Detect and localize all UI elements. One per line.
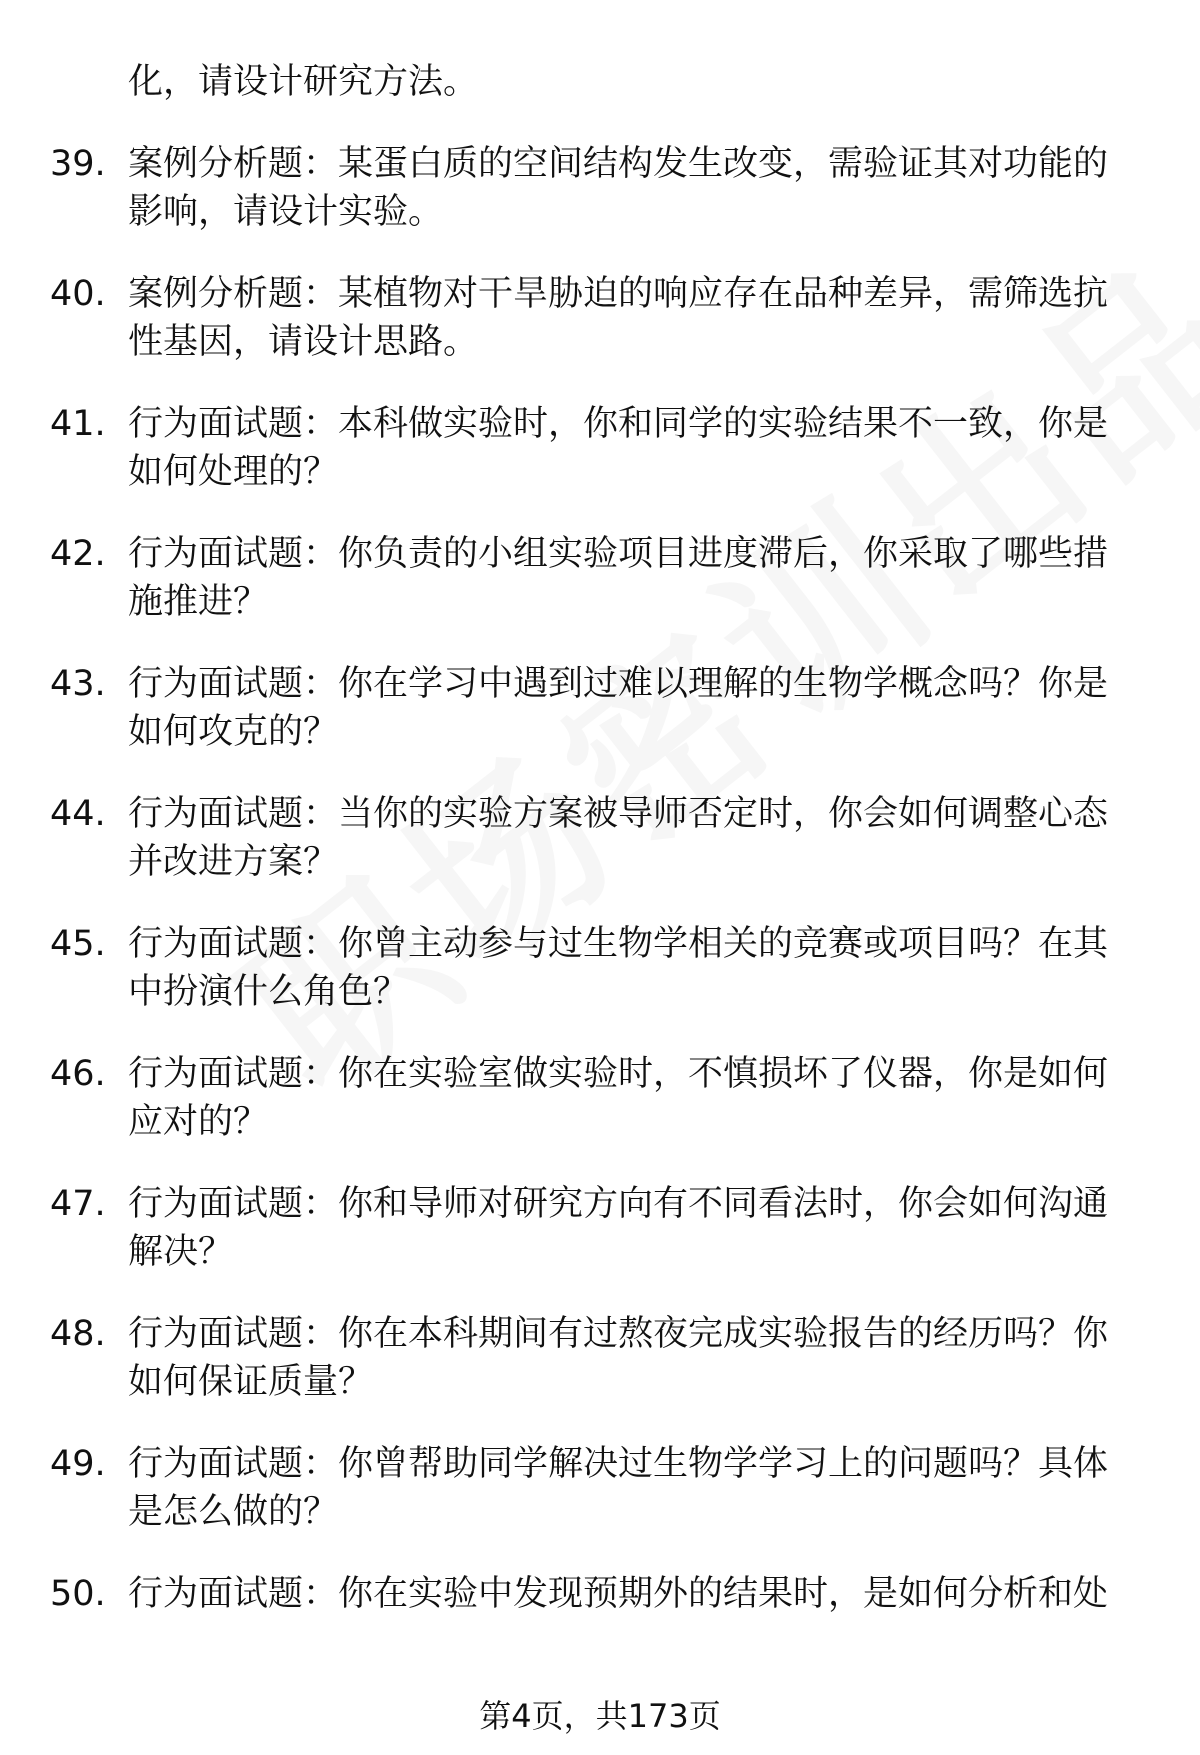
question-number: 48. [50,1314,106,1354]
question-item-42 [0,530,1138,626]
question-item-46 [0,1050,1138,1146]
question-text-line2: 中扮演什么角色？ [128,972,409,1012]
question-text-line1: 行为面试题：你在实验中发现预期外的结果时，是如何分析和处 [128,1574,1109,1614]
question-text-line1: 行为面试题：你在实验室做实验时，不慎损坏了仪器，你是如何 [128,1054,1109,1094]
question-number: 43. [50,664,106,704]
question-item-41 [0,400,1138,496]
question-text-line1: 行为面试题：当你的实验方案被导师否定时，你会如何调整心态 [128,794,1109,834]
question-number: 42. [50,534,106,574]
question-number: 45. [50,924,106,964]
question-number: 49. [50,1444,106,1484]
question-item-47 [0,1180,1138,1276]
question-number: 39. [50,144,106,184]
question-item-50 [0,1570,1138,1618]
question-text-line1: 案例分析题：某蛋白质的空间结构发生改变，需验证其对功能的 [128,144,1109,184]
question-text-line1: 行为面试题：你负责的小组实验项目进度滞后，你采取了哪些措 [128,534,1109,574]
question-number: 40. [50,274,106,314]
question-item-44 [0,790,1138,886]
question-number: 47. [50,1184,106,1224]
question-text-line1: 行为面试题：你曾主动参与过生物学相关的竞赛或项目吗？在其 [128,924,1109,964]
page-footer: 第4页，共173页 [479,1697,721,1735]
question-text-line2: 解决？ [128,1232,234,1272]
question-number: 44. [50,794,106,834]
question-item-40 [0,270,1138,366]
question-text-line2: 性基因，请设计思路。 [128,322,479,362]
question-number: 50. [50,1574,106,1614]
question-item-39 [0,140,1138,236]
question-text-line1: 行为面试题：本科做实验时，你和同学的实验结果不一致，你是 [128,404,1109,444]
question-text-line2: 如何攻克的？ [128,712,339,752]
question-number: 41. [50,404,106,444]
question-text-line2: 施推进？ [128,582,269,622]
question-number: 46. [50,1054,106,1094]
question-text-line2: 并改进方案？ [128,842,339,882]
question-text-line1: 行为面试题：你和导师对研究方向有不同看法时，你会如何沟通 [128,1184,1109,1224]
question-text-line1: 行为面试题：你曾帮助同学解决过生物学学习上的问题吗？具体 [128,1444,1109,1484]
question-text-line2: 如何处理的？ [128,452,339,492]
question-text-line1: 行为面试题：你在本科期间有过熬夜完成实验报告的经历吗？你 [128,1314,1109,1354]
question-item-43 [0,660,1138,756]
question-list [0,58,1200,1618]
question-item-48 [0,1310,1138,1406]
question-text-line1: 案例分析题：某植物对干旱胁迫的响应存在品种差异，需筛选抗 [128,274,1109,314]
question-item-45 [0,920,1138,1016]
question-text-line2: 影响，请设计实验。 [128,192,444,232]
question-text-line2: 应对的？ [128,1102,269,1142]
question-text-line1: 行为面试题：你在学习中遇到过难以理解的生物学概念吗？你是 [128,664,1109,704]
question-text-line2: 如何保证质量？ [128,1362,374,1402]
question-text-line2: 是怎么做的？ [128,1492,339,1532]
continuation-text: 化，请设计研究方法。 [128,62,479,102]
question-item-49 [0,1440,1138,1536]
